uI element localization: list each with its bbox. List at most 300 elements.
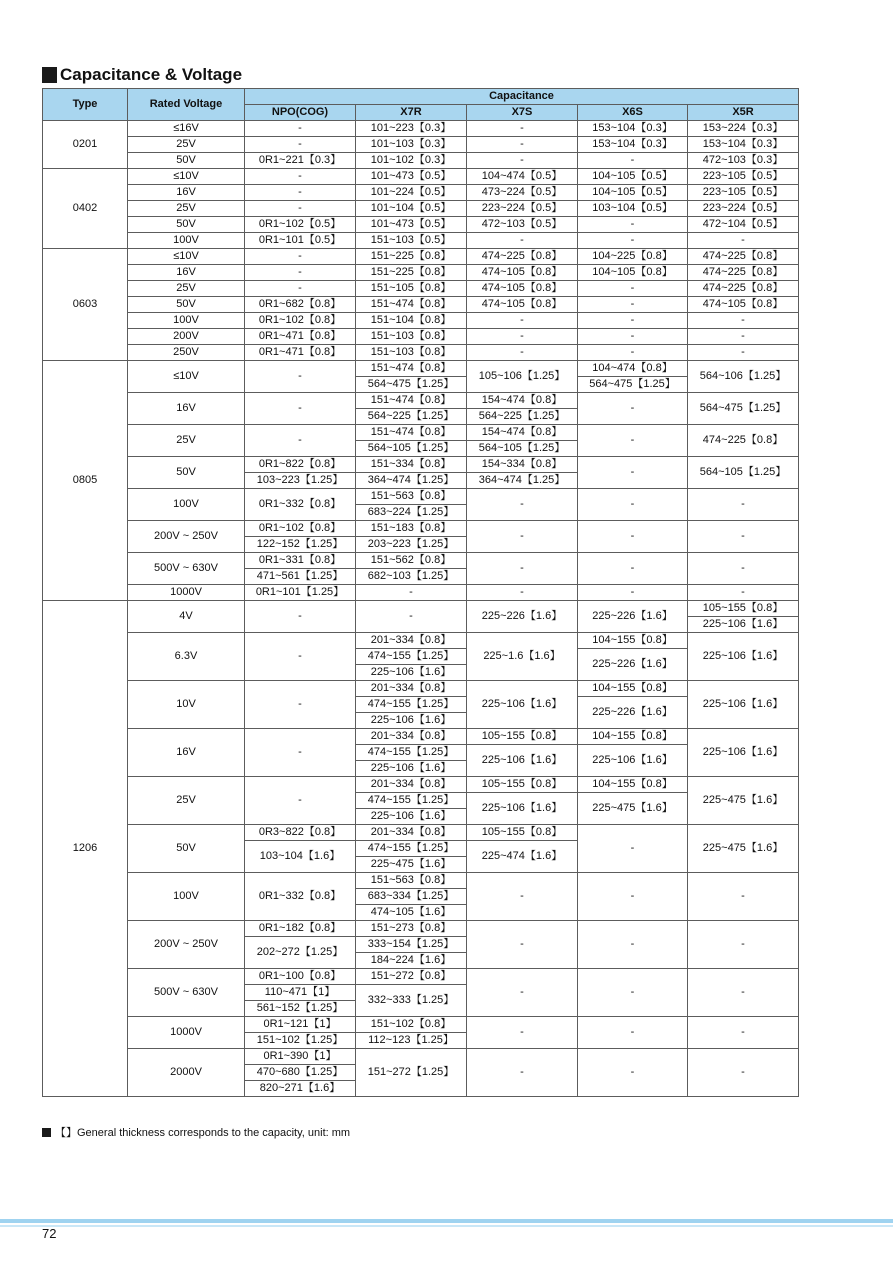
npo-cell: 0R1~331【0.8】 — [245, 553, 356, 569]
x7r-cell: 201~334【0.8】 — [356, 681, 467, 697]
x5r-cell: - — [688, 313, 799, 329]
table-row — [43, 825, 799, 841]
x7s-cell: 105~155【0.8】 — [467, 825, 578, 841]
x7r-cell: 151~474【0.8】 — [356, 361, 467, 377]
x5r-cell: - — [688, 585, 799, 601]
npo-cell: 103~223【1.25】 — [245, 473, 356, 489]
x7s-cell: 225~106【1.6】 — [467, 745, 578, 777]
voltage-cell: 50V — [128, 153, 245, 169]
x5r-cell: 225~106【1.6】 — [688, 681, 799, 729]
x6s-cell: 225~226【1.6】 — [578, 697, 688, 729]
x5r-cell: 225~106【1.6】 — [688, 633, 799, 681]
x5r-cell: 474~225【0.8】 — [688, 265, 799, 281]
x6s-cell: - — [578, 921, 688, 969]
x7r-cell: 564~475【1.25】 — [356, 377, 467, 393]
voltage-cell: 25V — [128, 201, 245, 217]
x7s-cell: - — [467, 921, 578, 969]
type-cell: 1206 — [43, 601, 128, 1097]
npo-cell: - — [245, 121, 356, 137]
x7r-cell: 151~225【0.8】 — [356, 249, 467, 265]
x6s-cell: 225~475【1.6】 — [578, 793, 688, 825]
x7s-cell: 225~226【1.6】 — [467, 601, 578, 633]
npo-cell: 0R1~682【0.8】 — [245, 297, 356, 313]
npo-cell: - — [245, 137, 356, 153]
x6s-cell: - — [578, 345, 688, 361]
npo-cell: - — [245, 201, 356, 217]
npo-cell: 202~272【1.25】 — [245, 937, 356, 969]
x6s-cell: 104~155【0.8】 — [578, 729, 688, 745]
voltage-cell: ≤16V — [128, 121, 245, 137]
x5r-cell: - — [688, 489, 799, 521]
table-row — [43, 297, 799, 313]
x6s-cell: - — [578, 1017, 688, 1049]
x7s-cell: - — [467, 585, 578, 601]
x7r-cell: 225~475【1.6】 — [356, 857, 467, 873]
voltage-cell: 100V — [128, 873, 245, 921]
x7r-cell: 151~105【0.8】 — [356, 281, 467, 297]
x5r-cell: - — [688, 553, 799, 585]
header-type: Type — [43, 89, 128, 121]
voltage-cell: 200V ~ 250V — [128, 921, 245, 969]
x7r-cell: 151~272【0.8】 — [356, 969, 467, 985]
table-row — [43, 425, 799, 441]
x7s-cell: - — [467, 521, 578, 553]
voltage-cell: 200V — [128, 329, 245, 345]
x7r-cell: 151~183【0.8】 — [356, 521, 467, 537]
x5r-cell: - — [688, 521, 799, 553]
npo-cell: 122~152【1.25】 — [245, 537, 356, 553]
x5r-cell: - — [688, 873, 799, 921]
x6s-cell: 103~104【0.5】 — [578, 201, 688, 217]
x7r-cell: 151~563【0.8】 — [356, 489, 467, 505]
x5r-cell: - — [688, 1017, 799, 1049]
table-row — [43, 489, 799, 505]
x6s-cell: 153~104【0.3】 — [578, 121, 688, 137]
x7s-cell: 105~155【0.8】 — [467, 777, 578, 793]
x5r-cell: 472~104【0.5】 — [688, 217, 799, 233]
x7s-cell: - — [467, 489, 578, 521]
x7s-cell: 225~1.6【1.6】 — [467, 633, 578, 681]
x6s-cell: - — [578, 425, 688, 457]
x7s-cell: - — [467, 153, 578, 169]
type-cell: 0603 — [43, 249, 128, 361]
npo-cell: 0R1~101【0.5】 — [245, 233, 356, 249]
npo-cell: 470~680【1.25】 — [245, 1065, 356, 1081]
x7r-cell: 101~224【0.5】 — [356, 185, 467, 201]
npo-cell: 0R3~822【0.8】 — [245, 825, 356, 841]
capacitance-voltage-table — [42, 88, 799, 1097]
x6s-cell: - — [578, 825, 688, 873]
npo-cell: 471~561【1.25】 — [245, 569, 356, 585]
voltage-cell: 25V — [128, 137, 245, 153]
x5r-cell: 225~475【1.6】 — [688, 825, 799, 873]
npo-cell: 0R1~221【0.3】 — [245, 153, 356, 169]
x6s-cell: - — [578, 1049, 688, 1097]
table-row — [43, 345, 799, 361]
npo-cell: - — [245, 265, 356, 281]
x5r-cell: 564~475【1.25】 — [688, 393, 799, 425]
x7s-cell: - — [467, 329, 578, 345]
x7r-cell: 474~155【1.25】 — [356, 697, 467, 713]
table-row — [43, 969, 799, 985]
table-row — [43, 121, 799, 137]
voltage-cell: 4V — [128, 601, 245, 633]
x7s-cell: 225~106【1.6】 — [467, 681, 578, 729]
x7s-cell: 105~106【1.25】 — [467, 361, 578, 393]
x7r-cell: 151~474【0.8】 — [356, 393, 467, 409]
npo-cell: 561~152【1.25】 — [245, 1001, 356, 1017]
x7s-cell: 474~105【0.8】 — [467, 281, 578, 297]
x7s-cell: 154~474【0.8】 — [467, 425, 578, 441]
x7s-cell: - — [467, 121, 578, 137]
x6s-cell: - — [578, 297, 688, 313]
x5r-cell: - — [688, 345, 799, 361]
npo-cell: - — [245, 393, 356, 425]
x6s-cell: - — [578, 393, 688, 425]
npo-cell: - — [245, 601, 356, 633]
x7r-cell: 101~223【0.3】 — [356, 121, 467, 137]
voltage-cell: 25V — [128, 281, 245, 297]
x5r-cell: - — [688, 233, 799, 249]
x5r-cell: 474~225【0.8】 — [688, 281, 799, 297]
x7r-cell: - — [356, 601, 467, 633]
x5r-cell: - — [688, 921, 799, 969]
voltage-cell: 16V — [128, 185, 245, 201]
table-row — [43, 361, 799, 377]
x6s-cell: - — [578, 457, 688, 489]
voltage-cell: 250V — [128, 345, 245, 361]
x7r-cell: 474~105【1.6】 — [356, 905, 467, 921]
header-x5r: X5R — [688, 105, 799, 121]
x7r-cell: 201~334【0.8】 — [356, 633, 467, 649]
footer-divider-secondary — [0, 1225, 893, 1227]
footnote — [42, 1124, 350, 1140]
table-row — [43, 169, 799, 185]
table-row — [43, 1017, 799, 1033]
x7r-cell: 201~334【0.8】 — [356, 777, 467, 793]
x7s-cell: 154~334【0.8】 — [467, 457, 578, 473]
x6s-cell: 104~225【0.8】 — [578, 249, 688, 265]
page-title — [42, 64, 242, 86]
header-x7s: X7S — [467, 105, 578, 121]
npo-cell: 0R1~102【0.8】 — [245, 313, 356, 329]
voltage-cell: 200V ~ 250V — [128, 521, 245, 553]
x7s-cell: 104~474【0.5】 — [467, 169, 578, 185]
x5r-cell: 223~105【0.5】 — [688, 169, 799, 185]
x5r-cell: 153~104【0.3】 — [688, 137, 799, 153]
table-row — [43, 873, 799, 889]
header-rated-voltage: Rated Voltage — [128, 89, 245, 121]
x6s-cell: - — [578, 329, 688, 345]
npo-cell: 0R1~471【0.8】 — [245, 329, 356, 345]
x5r-cell: 153~224【0.3】 — [688, 121, 799, 137]
table-row — [43, 201, 799, 217]
table-row — [43, 633, 799, 649]
npo-cell: 0R1~390【1】 — [245, 1049, 356, 1065]
x7r-cell: 151~104【0.8】 — [356, 313, 467, 329]
x6s-cell: 104~105【0.5】 — [578, 169, 688, 185]
x7s-cell: 473~224【0.5】 — [467, 185, 578, 201]
x7r-cell: 564~225【1.25】 — [356, 409, 467, 425]
voltage-cell: 50V — [128, 297, 245, 313]
voltage-cell: 50V — [128, 825, 245, 873]
npo-cell: - — [245, 249, 356, 265]
x7r-cell: 225~106【1.6】 — [356, 713, 467, 729]
x5r-cell: 474~105【0.8】 — [688, 297, 799, 313]
x7r-cell: 101~102【0.3】 — [356, 153, 467, 169]
x5r-cell: 225~106【1.6】 — [688, 729, 799, 777]
npo-cell: - — [245, 361, 356, 393]
npo-cell: 0R1~822【0.8】 — [245, 457, 356, 473]
npo-cell: - — [245, 633, 356, 681]
x7s-cell: 472~103【0.5】 — [467, 217, 578, 233]
x5r-cell: 223~105【0.5】 — [688, 185, 799, 201]
npo-cell: 0R1~100【0.8】 — [245, 969, 356, 985]
x7r-cell: 201~334【0.8】 — [356, 825, 467, 841]
x7r-cell: 101~473【0.5】 — [356, 169, 467, 185]
npo-cell: - — [245, 425, 356, 457]
type-cell: 0201 — [43, 121, 128, 169]
x6s-cell: 225~226【1.6】 — [578, 649, 688, 681]
x7r-cell: 112~123【1.25】 — [356, 1033, 467, 1049]
table-row — [43, 457, 799, 473]
square-bullet-icon — [42, 67, 57, 83]
x6s-cell: 104~105【0.8】 — [578, 265, 688, 281]
x6s-cell: - — [578, 873, 688, 921]
x6s-cell: 153~104【0.3】 — [578, 137, 688, 153]
x5r-cell: 564~106【1.25】 — [688, 361, 799, 393]
npo-cell: - — [245, 681, 356, 729]
x7r-cell: 184~224【1.6】 — [356, 953, 467, 969]
x7s-cell: - — [467, 233, 578, 249]
npo-cell: - — [245, 729, 356, 777]
voltage-cell: 50V — [128, 217, 245, 233]
x7r-cell: 682~103【1.25】 — [356, 569, 467, 585]
type-cell: 0402 — [43, 169, 128, 249]
x7s-cell: - — [467, 873, 578, 921]
x7r-cell: 474~155【1.25】 — [356, 841, 467, 857]
x7r-cell: 151~562【0.8】 — [356, 553, 467, 569]
x5r-cell: - — [688, 1049, 799, 1097]
table-row — [43, 153, 799, 169]
table-row — [43, 185, 799, 201]
x7r-cell: 101~103【0.3】 — [356, 137, 467, 153]
footer-divider — [0, 1219, 893, 1223]
voltage-cell: ≤10V — [128, 361, 245, 393]
x6s-cell: - — [578, 521, 688, 553]
x7s-cell: 223~224【0.5】 — [467, 201, 578, 217]
x7r-cell: 364~474【1.25】 — [356, 473, 467, 489]
npo-cell: 820~271【1.6】 — [245, 1081, 356, 1097]
voltage-cell: 100V — [128, 489, 245, 521]
npo-cell: 110~471【1】 — [245, 985, 356, 1001]
npo-cell: 0R1~101【1.25】 — [245, 585, 356, 601]
x7r-cell: 151~474【0.8】 — [356, 297, 467, 313]
x7r-cell: 151~103【0.8】 — [356, 329, 467, 345]
voltage-cell: 1000V — [128, 585, 245, 601]
x6s-cell: - — [578, 313, 688, 329]
x7r-cell: 683~334【1.25】 — [356, 889, 467, 905]
x6s-cell: 564~475【1.25】 — [578, 377, 688, 393]
page-number: 72 — [42, 1226, 57, 1241]
npo-cell: 103~104【1.6】 — [245, 841, 356, 873]
x5r-cell: 472~103【0.3】 — [688, 153, 799, 169]
npo-cell: 0R1~182【0.8】 — [245, 921, 356, 937]
npo-cell: 0R1~102【0.8】 — [245, 521, 356, 537]
table-row — [43, 521, 799, 537]
table-row — [43, 233, 799, 249]
x7s-cell: 154~474【0.8】 — [467, 393, 578, 409]
npo-cell: 151~102【1.25】 — [245, 1033, 356, 1049]
x7s-cell: - — [467, 969, 578, 1017]
x6s-cell: 225~226【1.6】 — [578, 601, 688, 633]
x7r-cell: 151~474【0.8】 — [356, 425, 467, 441]
x6s-cell: - — [578, 969, 688, 1017]
x5r-cell: 223~224【0.5】 — [688, 201, 799, 217]
x6s-cell: 104~155【0.8】 — [578, 777, 688, 793]
x7s-cell: 474~105【0.8】 — [467, 265, 578, 281]
footnote-text: 【】General thickness corresponds to the capacity, unit: mm — [55, 1127, 351, 1139]
npo-cell: 0R1~102【0.5】 — [245, 217, 356, 233]
table-row — [43, 265, 799, 281]
npo-cell: - — [245, 185, 356, 201]
voltage-cell: 500V ~ 630V — [128, 969, 245, 1017]
npo-cell: - — [245, 777, 356, 825]
x7r-cell: 151~102【0.8】 — [356, 1017, 467, 1033]
x7r-cell: 332~333【1.25】 — [356, 985, 467, 1017]
x6s-cell: - — [578, 489, 688, 521]
x7r-cell: 564~105【1.25】 — [356, 441, 467, 457]
x5r-cell: 225~106【1.6】 — [688, 617, 799, 633]
x7r-cell: 225~106【1.6】 — [356, 809, 467, 825]
voltage-cell: 25V — [128, 777, 245, 825]
x7s-cell: 564~225【1.25】 — [467, 409, 578, 425]
x7s-cell: 105~155【0.8】 — [467, 729, 578, 745]
x7r-cell: 225~106【1.6】 — [356, 665, 467, 681]
x7s-cell: 474~225【0.8】 — [467, 249, 578, 265]
x6s-cell: - — [578, 553, 688, 585]
square-bullet-icon — [42, 1128, 51, 1137]
x6s-cell: - — [578, 281, 688, 297]
table-row — [43, 585, 799, 601]
x6s-cell: - — [578, 217, 688, 233]
npo-cell: - — [245, 169, 356, 185]
x7r-cell: 151~225【0.8】 — [356, 265, 467, 281]
x7r-cell: 474~155【1.25】 — [356, 745, 467, 761]
npo-cell: 0R1~332【0.8】 — [245, 873, 356, 921]
x7s-cell: - — [467, 1017, 578, 1049]
x6s-cell: 104~474【0.8】 — [578, 361, 688, 377]
x7s-cell: 474~105【0.8】 — [467, 297, 578, 313]
x7s-cell: 564~105【1.25】 — [467, 441, 578, 457]
table-row — [43, 1049, 799, 1065]
x7s-cell: 225~106【1.6】 — [467, 793, 578, 825]
x7s-cell: 364~474【1.25】 — [467, 473, 578, 489]
table-row — [43, 393, 799, 409]
x5r-cell: 564~105【1.25】 — [688, 457, 799, 489]
npo-cell: 0R1~471【0.8】 — [245, 345, 356, 361]
table-row — [43, 729, 799, 745]
x7r-cell: 151~103【0.8】 — [356, 345, 467, 361]
table-row — [43, 249, 799, 265]
x7s-cell: - — [467, 1049, 578, 1097]
x7r-cell: 151~334【0.8】 — [356, 457, 467, 473]
x7r-cell: 101~104【0.5】 — [356, 201, 467, 217]
npo-cell: 0R1~332【0.8】 — [245, 489, 356, 521]
x5r-cell: 474~225【0.8】 — [688, 425, 799, 457]
x6s-cell: 104~155【0.8】 — [578, 681, 688, 697]
voltage-cell: 50V — [128, 457, 245, 489]
x6s-cell: 225~106【1.6】 — [578, 745, 688, 777]
voltage-cell: ≤10V — [128, 249, 245, 265]
x5r-cell: 225~475【1.6】 — [688, 777, 799, 825]
x7s-cell: - — [467, 137, 578, 153]
x7r-cell: 333~154【1.25】 — [356, 937, 467, 953]
voltage-cell: 2000V — [128, 1049, 245, 1097]
x6s-cell: 104~105【0.5】 — [578, 185, 688, 201]
voltage-cell: 100V — [128, 233, 245, 249]
page-title-text: Capacitance & Voltage — [60, 65, 243, 84]
table-row — [43, 281, 799, 297]
x6s-cell: - — [578, 153, 688, 169]
voltage-cell: ≤10V — [128, 169, 245, 185]
header-capacitance: Capacitance — [245, 89, 799, 105]
voltage-cell: 16V — [128, 265, 245, 281]
voltage-cell: 100V — [128, 313, 245, 329]
x7r-cell: 683~224【1.25】 — [356, 505, 467, 521]
voltage-cell: 16V — [128, 729, 245, 777]
table-row — [43, 921, 799, 937]
table-row — [43, 601, 799, 617]
table-row — [43, 329, 799, 345]
x7s-cell: - — [467, 553, 578, 585]
table-row — [43, 777, 799, 793]
type-cell: 0805 — [43, 361, 128, 601]
voltage-cell: 500V ~ 630V — [128, 553, 245, 585]
x7r-cell: 151~563【0.8】 — [356, 873, 467, 889]
voltage-cell: 6.3V — [128, 633, 245, 681]
x7r-cell: 225~106【1.6】 — [356, 761, 467, 777]
header-x6s: X6S — [578, 105, 688, 121]
x7r-cell: 151~272【1.25】 — [356, 1049, 467, 1097]
x7r-cell: 474~155【1.25】 — [356, 649, 467, 665]
x5r-cell: - — [688, 329, 799, 345]
x6s-cell: - — [578, 585, 688, 601]
header-npo: NPO(COG) — [245, 105, 356, 121]
voltage-cell: 1000V — [128, 1017, 245, 1049]
npo-cell: - — [245, 281, 356, 297]
x7r-cell: - — [356, 585, 467, 601]
x7s-cell: - — [467, 345, 578, 361]
voltage-cell: 25V — [128, 425, 245, 457]
table-row — [43, 553, 799, 569]
x7r-cell: 151~273【0.8】 — [356, 921, 467, 937]
voltage-cell: 16V — [128, 393, 245, 425]
x7r-cell: 201~334【0.8】 — [356, 729, 467, 745]
table-row — [43, 681, 799, 697]
x7s-cell: - — [467, 313, 578, 329]
x6s-cell: - — [578, 233, 688, 249]
x6s-cell: 104~155【0.8】 — [578, 633, 688, 649]
x7r-cell: 151~103【0.5】 — [356, 233, 467, 249]
table-row — [43, 137, 799, 153]
x7r-cell: 474~155【1.25】 — [356, 793, 467, 809]
npo-cell: 0R1~121【1】 — [245, 1017, 356, 1033]
table-row — [43, 217, 799, 233]
voltage-cell: 10V — [128, 681, 245, 729]
x5r-cell: 474~225【0.8】 — [688, 249, 799, 265]
header-x7r: X7R — [356, 105, 467, 121]
